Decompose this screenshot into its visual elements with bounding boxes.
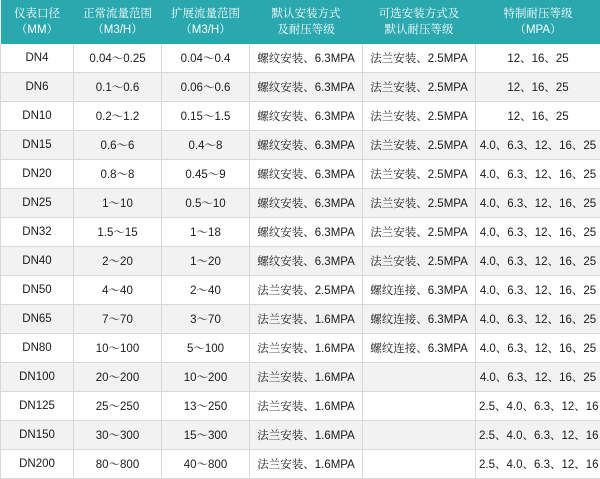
cell-diameter: DN150 — [1, 421, 74, 450]
table-row — [1, 73, 600, 102]
cell-extended-flow: 1～18 — [162, 218, 250, 247]
cell-default-installation: 螺纹安装、6.3MPA — [250, 160, 363, 189]
cell-default-installation: 法兰安装、1.6MPA — [250, 334, 363, 363]
cell-diameter: DN65 — [1, 305, 74, 334]
table-header-row — [1, 0, 600, 44]
table-row — [1, 276, 600, 305]
cell-custom-pressure: 4.0、6.3、12、16、25 — [476, 160, 600, 189]
cell-extended-flow: 15～300 — [162, 421, 250, 450]
column-header-optional-installation — [363, 0, 476, 44]
cell-optional-installation: 螺纹连接、6.3MPA — [363, 276, 476, 305]
cell-custom-pressure: 2.5、4.0、6.3、12、16 — [476, 421, 600, 450]
cell-extended-flow: 10～200 — [162, 363, 250, 392]
cell-diameter: DN6 — [1, 73, 74, 102]
cell-optional-installation — [363, 450, 476, 479]
cell-custom-pressure: 4.0、6.3、12、16、25 — [476, 247, 600, 276]
table-row — [1, 131, 600, 160]
cell-custom-pressure: 4.0、6.3、12、16、25 — [476, 363, 600, 392]
cell-custom-pressure: 4.0、6.3、12、16、25 — [476, 131, 600, 160]
table-row — [1, 247, 600, 276]
column-header-line1: 正常流量范围 — [76, 6, 160, 22]
cell-custom-pressure: 4.0、6.3、12、16、25 — [476, 218, 600, 247]
table-row — [1, 421, 600, 450]
cell-normal-flow: 1.5～15 — [74, 218, 162, 247]
cell-default-installation: 螺纹安装、6.3MPA — [250, 73, 363, 102]
table-row — [1, 218, 600, 247]
column-header-line2: （MPA） — [478, 22, 599, 38]
cell-normal-flow: 25～250 — [74, 392, 162, 421]
table-row — [1, 450, 600, 479]
column-header-extended-flow — [162, 0, 250, 44]
cell-extended-flow: 40～800 — [162, 450, 250, 479]
cell-extended-flow: 0.5～10 — [162, 189, 250, 218]
cell-extended-flow: 0.45～9 — [162, 160, 250, 189]
cell-optional-installation: 法兰安装、2.5MPA — [363, 218, 476, 247]
cell-default-installation: 螺纹安装、6.3MPA — [250, 218, 363, 247]
table-row — [1, 363, 600, 392]
column-header-line1: 仪表口径 — [3, 6, 72, 22]
cell-diameter: DN50 — [1, 276, 74, 305]
cell-default-installation: 法兰安装、1.6MPA — [250, 450, 363, 479]
cell-default-installation: 法兰安装、2.5MPA — [250, 276, 363, 305]
cell-optional-installation: 法兰安装、2.5MPA — [363, 189, 476, 218]
cell-default-installation: 螺纹安装、6.3MPA — [250, 102, 363, 131]
cell-extended-flow: 1～20 — [162, 247, 250, 276]
cell-extended-flow: 3～70 — [162, 305, 250, 334]
cell-default-installation: 螺纹安装、6.3MPA — [250, 247, 363, 276]
table-body — [1, 44, 600, 479]
cell-custom-pressure: 4.0、6.3、12、16、25 — [476, 189, 600, 218]
column-header-line1: 特制耐压等级 — [478, 6, 599, 22]
cell-normal-flow: 80～800 — [74, 450, 162, 479]
cell-custom-pressure: 4.0、6.3、12、16、25 — [476, 276, 600, 305]
cell-diameter: DN10 — [1, 102, 74, 131]
cell-optional-installation — [363, 363, 476, 392]
cell-custom-pressure: 12、16、25 — [476, 73, 600, 102]
cell-diameter: DN100 — [1, 363, 74, 392]
cell-extended-flow: 0.06～0.6 — [162, 73, 250, 102]
cell-extended-flow: 2～40 — [162, 276, 250, 305]
cell-default-installation: 螺纹安装、6.3MPA — [250, 44, 363, 73]
cell-default-installation: 螺纹安装、6.3MPA — [250, 131, 363, 160]
cell-normal-flow: 0.8～8 — [74, 160, 162, 189]
cell-diameter: DN40 — [1, 247, 74, 276]
table-row — [1, 102, 600, 131]
cell-normal-flow: 20～200 — [74, 363, 162, 392]
cell-custom-pressure: 4.0、6.3、12、16、25 — [476, 305, 600, 334]
table-row — [1, 160, 600, 189]
column-header-line2: 及耐压等级 — [252, 22, 361, 38]
cell-optional-installation: 法兰安装、2.5MPA — [363, 160, 476, 189]
table-row — [1, 334, 600, 363]
cell-optional-installation: 法兰安装、2.5MPA — [363, 131, 476, 160]
table-row — [1, 189, 600, 218]
column-header-default-installation — [250, 0, 363, 44]
column-header-diameter — [1, 0, 74, 44]
column-header-line1: 扩展流量范围 — [164, 6, 248, 22]
column-header-line2: （MM） — [3, 22, 72, 38]
cell-diameter: DN15 — [1, 131, 74, 160]
cell-diameter: DN80 — [1, 334, 74, 363]
cell-normal-flow: 0.6～6 — [74, 131, 162, 160]
column-header-line2: （M3/H） — [164, 22, 248, 38]
cell-custom-pressure: 2.5、4.0、6.3、12、16 — [476, 450, 600, 479]
cell-normal-flow: 0.04～0.25 — [74, 44, 162, 73]
cell-extended-flow: 13～250 — [162, 392, 250, 421]
cell-normal-flow: 0.1～0.6 — [74, 73, 162, 102]
cell-extended-flow: 5～100 — [162, 334, 250, 363]
cell-optional-installation: 法兰安装、2.5MPA — [363, 73, 476, 102]
column-header-line2: 默认耐压等级 — [365, 22, 474, 38]
cell-optional-installation: 法兰安装、2.5MPA — [363, 44, 476, 73]
cell-normal-flow: 10～100 — [74, 334, 162, 363]
cell-custom-pressure: 2.5、4.0、6.3、12、16 — [476, 392, 600, 421]
table-row — [1, 305, 600, 334]
cell-diameter: DN4 — [1, 44, 74, 73]
column-header-line2: （M3/H） — [76, 22, 160, 38]
cell-diameter: DN32 — [1, 218, 74, 247]
cell-extended-flow: 0.15～1.5 — [162, 102, 250, 131]
table-row — [1, 392, 600, 421]
cell-extended-flow: 0.4～8 — [162, 131, 250, 160]
cell-optional-installation — [363, 421, 476, 450]
cell-optional-installation: 螺纹连接、6.3MPA — [363, 305, 476, 334]
table-row — [1, 44, 600, 73]
cell-custom-pressure: 4.0、6.3、12、16、25 — [476, 334, 600, 363]
cell-default-installation: 法兰安装、1.6MPA — [250, 305, 363, 334]
cell-extended-flow: 0.04～0.4 — [162, 44, 250, 73]
cell-normal-flow: 7～70 — [74, 305, 162, 334]
cell-default-installation: 螺纹安装、6.3MPA — [250, 189, 363, 218]
column-header-custom-pressure — [476, 0, 600, 44]
cell-optional-installation: 法兰安装、2.5MPA — [363, 102, 476, 131]
column-header-line1: 可选安装方式及 — [365, 6, 474, 22]
cell-diameter: DN125 — [1, 392, 74, 421]
cell-normal-flow: 2～20 — [74, 247, 162, 276]
cell-normal-flow: 4～40 — [74, 276, 162, 305]
cell-diameter: DN20 — [1, 160, 74, 189]
column-header-normal-flow — [74, 0, 162, 44]
cell-custom-pressure: 12、16、25 — [476, 44, 600, 73]
cell-default-installation: 法兰安装、1.6MPA — [250, 363, 363, 392]
cell-normal-flow: 1～10 — [74, 189, 162, 218]
cell-diameter: DN200 — [1, 450, 74, 479]
cell-default-installation: 法兰安装、1.6MPA — [250, 421, 363, 450]
table-header — [1, 0, 600, 44]
cell-normal-flow: 0.2～1.2 — [74, 102, 162, 131]
cell-optional-installation — [363, 392, 476, 421]
cell-custom-pressure: 12、16、25 — [476, 102, 600, 131]
cell-normal-flow: 30～300 — [74, 421, 162, 450]
cell-optional-installation: 螺纹连接、6.3MPA — [363, 334, 476, 363]
cell-diameter: DN25 — [1, 189, 74, 218]
cell-default-installation: 法兰安装、1.6MPA — [250, 392, 363, 421]
cell-optional-installation: 法兰安装、2.5MPA — [363, 247, 476, 276]
column-header-line1: 默认安装方式 — [252, 6, 361, 22]
